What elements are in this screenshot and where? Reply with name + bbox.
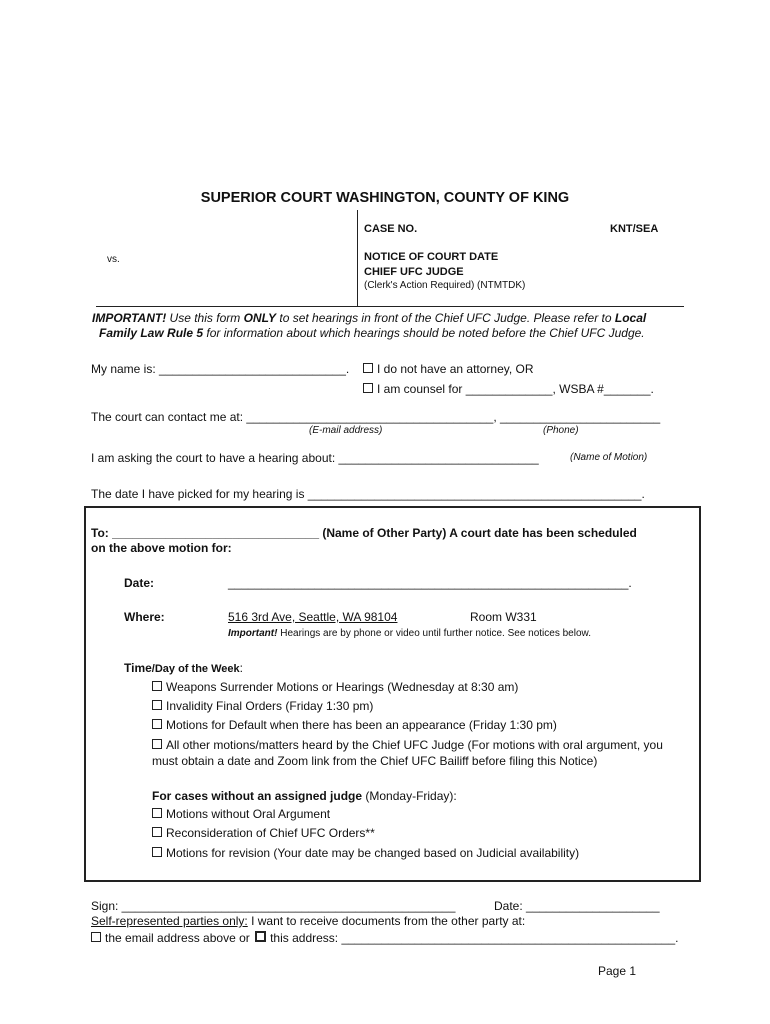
caption-divider-horizontal: [96, 306, 684, 307]
page-title: SUPERIOR COURT WASHINGTON, COUNTY OF KING: [200, 190, 570, 206]
date-label: Date:: [124, 576, 155, 590]
address-text: 516 3rd Ave, Seattle, WA 98104: [228, 610, 398, 624]
important-text-2: to set hearings in front of the Chief UFC Judge. Please refer to: [276, 311, 615, 325]
option-all-other-continued: must obtain a date and Zoom link from the Chief UFC Bailiff before filing this Notice): [152, 754, 598, 768]
reconsideration-checkbox[interactable]: [152, 827, 162, 837]
weapons-surrender-checkbox[interactable]: [152, 681, 162, 691]
counsel-option[interactable]: [363, 382, 654, 396]
no-judge-heading: [152, 789, 457, 803]
court-address: [228, 610, 640, 624]
self-represented-line: [91, 914, 525, 928]
option-motions-for-default[interactable]: [152, 718, 557, 732]
notice-title-line2: CHIEF UFC JUDGE: [364, 266, 464, 278]
to-other-party-field[interactable]: To: _______________________________ (Name of Other Party) A court date has been scheduled: [91, 526, 637, 540]
room-number: Room W331: [470, 610, 537, 624]
email-caption: (E-mail address): [309, 425, 383, 436]
case-number-label: CASE NO.: [364, 223, 418, 235]
option-invalidity-final-orders[interactable]: [152, 699, 373, 713]
hearing-date-field[interactable]: The date I have picked for my hearing is __________________________________________________.: [91, 487, 645, 501]
name-of-motion-caption: (Name of Motion): [570, 452, 648, 463]
self-represented-label: Self-represented parties only:: [91, 914, 248, 928]
option-label: Motions for revision (Your date may be changed based on Judicial availability): [166, 846, 580, 860]
signature-date-field[interactable]: Date: ____________________: [494, 899, 660, 913]
to-line-continued: on the above motion for:: [91, 541, 232, 555]
hearing-format-notice: [228, 628, 591, 639]
notice-title-line3: (Clerk's Action Required) (NTMTDK): [364, 280, 526, 291]
option-label: All other motions/matters heard by the Chief UFC Judge (For motions with oral argument, you: [166, 738, 663, 752]
local-rule-link-b: Family Law Rule 5: [99, 326, 204, 340]
my-name-field[interactable]: My name is: ____________________________.: [91, 362, 350, 376]
versus-label: vs.: [107, 254, 120, 265]
option-motions-for-revision[interactable]: [152, 846, 579, 860]
time-day-heading: [124, 661, 243, 675]
hearing-important-label: Important!: [228, 628, 278, 639]
default-checkbox[interactable]: [152, 719, 162, 729]
page-number: Page 1: [598, 964, 637, 978]
self-represented-text: I want to receive documents from the other party at:: [247, 914, 526, 928]
hearing-about-field[interactable]: I am asking the court to have a hearing about: ______________________________: [91, 451, 539, 465]
without-oral-argument-checkbox[interactable]: [152, 808, 162, 818]
delivery-preference[interactable]: [91, 931, 679, 945]
time-label: Time: [124, 661, 152, 675]
no-attorney-checkbox[interactable]: [363, 363, 373, 373]
option-label: Motions without Oral Argument: [166, 807, 331, 821]
important-text-1: Use this form: [166, 311, 244, 325]
counsel-checkbox[interactable]: [363, 383, 373, 393]
option-without-oral-argument[interactable]: [152, 807, 330, 821]
contact-field[interactable]: The court can contact me at: _____________________________________, ________________________: [91, 410, 661, 424]
important-notice-line2: [99, 326, 645, 340]
invalidity-checkbox[interactable]: [152, 700, 162, 710]
signature-field[interactable]: Sign: __________________________________________________: [91, 899, 456, 913]
option-label: Weapons Surrender Motions or Hearings (Wednesday at 8:30 am): [166, 680, 519, 694]
caption-divider-vertical: [357, 210, 358, 306]
important-text-3: for information about which hearings should be noted before the Chief UFC Judge.: [203, 326, 645, 340]
no-attorney-option[interactable]: [363, 362, 534, 376]
where-label: Where:: [124, 610, 165, 624]
counsel-label: I am counsel for _____________, WSBA #_______.: [377, 382, 654, 396]
this-address-field[interactable]: this address: __________________________________________________.: [270, 931, 679, 945]
this-address-checkbox[interactable]: [255, 931, 266, 942]
time-colon: :: [239, 661, 243, 675]
important-only: ONLY: [243, 311, 277, 325]
all-other-checkbox[interactable]: [152, 739, 162, 749]
important-label: IMPORTANT!: [92, 311, 167, 325]
important-notice-line1: [92, 311, 646, 325]
local-rule-link-a: Local: [614, 311, 647, 325]
revision-checkbox[interactable]: [152, 847, 162, 857]
court-location-code: KNT/SEA: [610, 223, 659, 235]
date-blank-field[interactable]: ____________________________________________________________.: [228, 576, 632, 590]
option-weapons-surrender[interactable]: [152, 680, 518, 694]
phone-caption: (Phone): [543, 425, 579, 436]
option-all-other-motions[interactable]: [152, 738, 663, 752]
day-of-week-label: /Day of the Week: [151, 663, 240, 675]
option-label: Reconsideration of Chief UFC Orders**: [166, 826, 375, 840]
no-attorney-label: I do not have an attorney, OR: [377, 362, 534, 376]
option-label: Motions for Default when there has been an appearance (Friday 1:30 pm): [166, 718, 557, 732]
no-judge-days: (Monday-Friday):: [362, 789, 457, 803]
hearing-important-text: Hearings are by phone or video until further notice. See notices below.: [277, 628, 591, 639]
notice-title-line1: NOTICE OF COURT DATE: [364, 251, 499, 263]
option-reconsideration[interactable]: [152, 826, 375, 840]
email-above-label: the email address above or: [105, 931, 250, 945]
email-above-checkbox[interactable]: [91, 932, 101, 942]
no-judge-label: For cases without an assigned judge: [152, 789, 363, 803]
option-label: Invalidity Final Orders (Friday 1:30 pm): [166, 699, 374, 713]
